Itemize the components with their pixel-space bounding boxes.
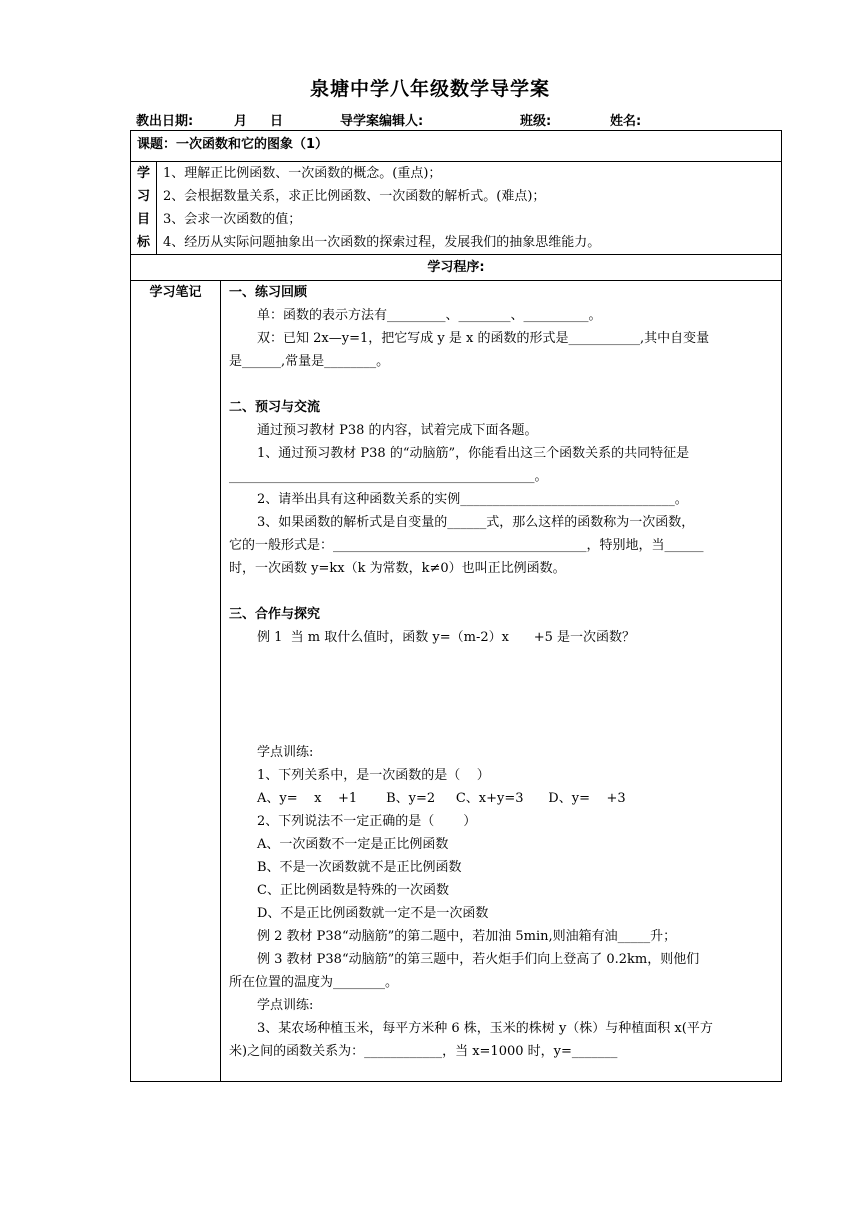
page-title: 泉塘中学八年级数学导学案: [309, 78, 550, 100]
text-line: 是______,常量是________。: [229, 354, 390, 369]
goals-label: [131, 162, 157, 255]
example-3: 例 3 教材 P38“动脑筋”的第三题中，若火炬手们向上登高了 0.2km，则他们: [257, 952, 700, 967]
text-line: _______________________________________________。: [229, 469, 548, 484]
notes-label: 学习笔记: [131, 281, 221, 1082]
goal-item: 3、会求一次函数的值；: [163, 212, 302, 227]
question-3: 3、某农场种植玉米，每平方米种 6 株，玉米的株树 y（株）与种植面积 x(平方: [257, 1021, 713, 1036]
text-line: 单：函数的表示方法有_________、________、__________。: [257, 308, 602, 323]
header-meta: [136, 110, 796, 128]
text-line: 2、请举出具有这种函数关系的实例_________________________________。: [257, 492, 688, 507]
practice-label: 学点训练:: [257, 745, 314, 760]
goals-label-char: 习: [136, 189, 150, 204]
section-title: 三、合作与探究: [229, 607, 321, 622]
procedure-header: 学习程序:: [131, 255, 782, 281]
section-title: 二、预习与交流: [229, 400, 321, 415]
practice-label: 学点训练:: [257, 998, 314, 1013]
section-title: 一、练习回顾: [229, 285, 308, 300]
editor-label: 导学案编辑人:: [340, 114, 424, 129]
text-line: 它的一般形式是：_______________________________________，特别地，当______: [229, 538, 704, 553]
procedure-content: [221, 281, 782, 1082]
class-label: 班级:: [520, 114, 552, 129]
goals-label-char: 标: [136, 235, 150, 250]
month-label: 月: [234, 114, 248, 129]
goals-label-char: 学: [136, 166, 150, 181]
question-2-option-a: A、一次函数不一定是正比例函数: [257, 837, 449, 852]
goal-item: 1、理解正比例函数、一次函数的概念。(重点)；: [163, 166, 442, 181]
question-2-option-c: C、正比例函数是特殊的一次函数: [257, 883, 449, 898]
text-line: 时，一次函数 y=kx（k 为常数，k≠0）也叫正比例函数。: [229, 561, 566, 576]
text-line: 双：已知 2x—y=1，把它写成 y 是 x 的函数的形式是___________,其中自变量: [257, 331, 710, 346]
text-line: 1、通过预习教材 P38 的“动脑筋”，你能看出这三个函数关系的共同特征是: [257, 446, 690, 461]
day-label: 日: [270, 114, 284, 129]
question-2-option-d: D、不是正比例函数就一定不是一次函数: [257, 906, 489, 921]
procedure-header-row: [131, 255, 782, 281]
lesson-title-row: [131, 131, 782, 162]
question-3-cont: 米)之间的函数关系为：____________，当 x=1000 时，y=_______: [229, 1044, 618, 1059]
question-2-option-b: B、不是一次函数就不是正比例函数: [257, 860, 462, 875]
text-line: 通过预习教材 P38 的内容，试着完成下面各题。: [257, 423, 538, 438]
text-line: 3、如果函数的解析式是自变量的______式，那么这样的函数称为一次函数，: [257, 515, 695, 530]
question-1: 1、下列关系中，是一次函数的是（ ）: [257, 768, 490, 783]
example-2: 例 2 教材 P38“动脑筋”的第二题中，若加油 5min,则油箱有油_____升；: [257, 929, 677, 944]
date-label: 教出日期:: [136, 114, 194, 129]
question-1-options: A、y= x +1 B、y=2 C、x+y=3 D、y= +3: [257, 791, 626, 806]
goals-label-char: 目: [136, 212, 150, 227]
name-label: 姓名:: [610, 114, 642, 129]
procedure-row: [131, 281, 782, 1082]
goals-list: [157, 162, 782, 255]
example-1: 例 1 当 m 取什么值时，函数 y=（m-2）x +5 是一次函数？: [257, 630, 636, 645]
lesson-table: [130, 130, 782, 1082]
goal-item: 4、经历从实际问题抽象出一次函数的探索过程，发展我们的抽象思维能力。: [163, 235, 601, 250]
question-2: 2、下列说法不一定正确的是（ ）: [257, 814, 477, 829]
goals-row: [131, 162, 782, 255]
goal-item: 2、会根据数量关系，求正比例函数、一次函数的解析式。(难点)；: [163, 189, 546, 204]
example-3-cont: 所在位置的温度为________。: [229, 975, 399, 990]
lesson-title: 课题：一次函数和它的图象（1）: [131, 131, 782, 162]
